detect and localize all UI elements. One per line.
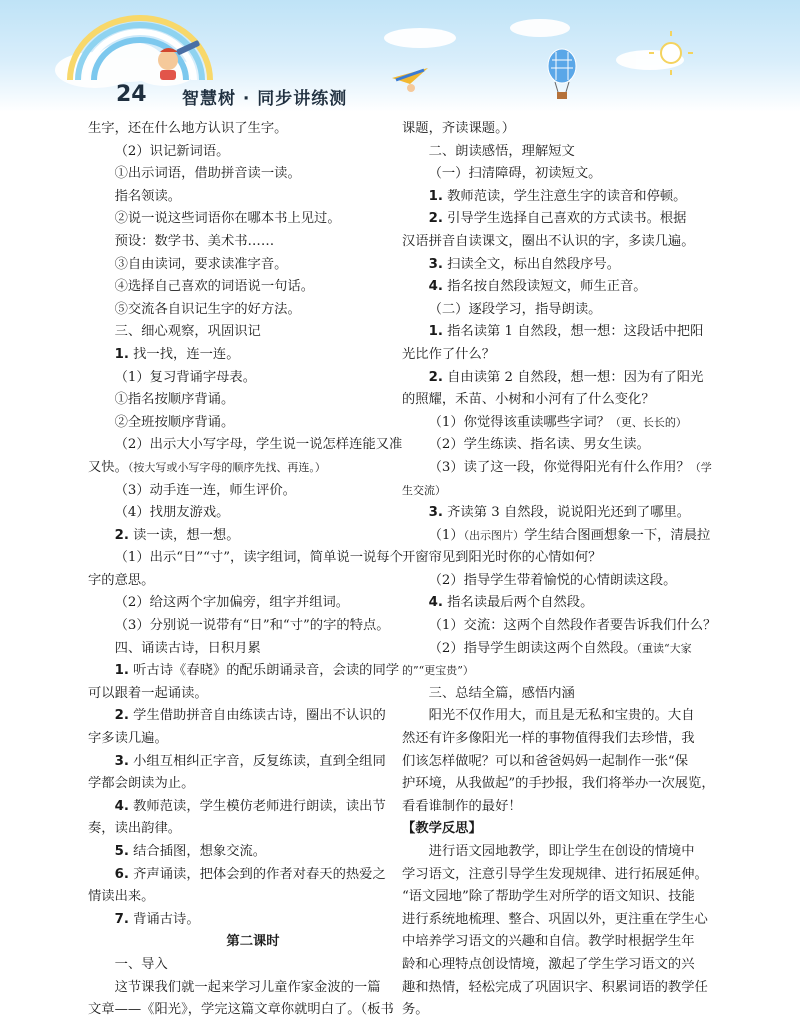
text-line: ①出示词语，借助拼音读一读。: [114, 166, 301, 182]
note-text: （重读“大家: [636, 641, 692, 655]
section-heading: 四、诵读古诗，日积月累: [114, 640, 261, 656]
text-line: 中培养学习语文的兴趣和自信。教学时根据学生年: [402, 934, 695, 950]
item-number: 1.: [114, 663, 129, 679]
note-text: （出示图片）: [463, 528, 525, 542]
item-number: 5.: [114, 844, 129, 859]
text-line: 2. 引导学生选择自己喜欢的方式读书。根据: [428, 211, 687, 227]
text-line: 们该怎样做呢？可以和爸爸妈妈一起制作一张“保: [402, 753, 689, 769]
text-line: ④选择自己喜欢的词语说一句话。: [114, 279, 315, 295]
section-heading: 三、总结全篇，感悟内涵: [428, 685, 575, 701]
text-line: 4. 教师范读，学生模仿老师进行朗读，读出节: [114, 798, 386, 814]
text-line: 3. 齐读第 3 自然段，说说阳光还到了哪里。: [428, 505, 691, 521]
text-line: 指名领读。: [114, 188, 182, 204]
text-line: 可以跟着一起诵读。: [88, 685, 208, 701]
text-line: （3）分别说一说带有“日”和“寸”的字的特点。: [114, 618, 390, 634]
text-line: 1. 找一找，连一连。: [114, 346, 240, 362]
text-line: ③自由读词，要求读准字音。: [114, 256, 288, 272]
text-line: 护环境，从我做起”的手抄报，我们将举办一次展览，: [402, 776, 715, 792]
text-line: 学都会朗读为止。: [88, 776, 195, 792]
text-line: 1. 听古诗《春晓》的配乐朗诵录音，会读的同学: [114, 663, 400, 679]
text-line: 光比作了什么？: [402, 346, 496, 362]
text-line: 学习语文，注意引导学生发现规律、进行拓展延伸。: [402, 866, 708, 882]
text-line: 字的意思。: [88, 572, 155, 588]
text-line: 汉语拼音自读课文，圈出不认识的字，多读几遍。: [402, 233, 695, 249]
item-number: 3.: [428, 505, 443, 521]
text-line: 2. 学生借助拼音自由练读古诗，圈出不认识的: [114, 708, 386, 724]
section-heading: 三、细心观察，巩固识记: [114, 324, 261, 340]
text-line: 阳光不仅作用大，而且是无私和宝贵的。大自: [428, 708, 695, 724]
text-line: 生字，还在什么地方认识了生字。: [88, 121, 288, 136]
item-number: 2.: [114, 708, 129, 724]
text-line: （2）给这两个字加偏旁，组字并组词。: [114, 595, 350, 611]
section-heading: 一、导入: [114, 956, 168, 972]
text-line: （1）你觉得该重读哪些字词？（更、长长的）: [428, 414, 687, 430]
text-line: （1）复习背诵字母表。: [114, 369, 257, 385]
item-number: 4.: [428, 595, 443, 611]
text-line: （2）识记新词语。: [114, 143, 230, 159]
text-line: 看看谁制作的最好！: [402, 798, 522, 814]
hang-glider-icon: [392, 68, 428, 92]
item-number: 1.: [114, 346, 129, 362]
text-line: 字多读几遍。: [88, 731, 168, 747]
text-line: 1. 指名读第 1 自然段，想一想：这段话中把阳: [428, 324, 704, 340]
text-line: （1）（出示图片）学生结合图画想象一下，清晨拉: [428, 527, 711, 543]
note-text: （更、长长的）: [609, 415, 687, 429]
section-heading: 二、朗读感悟，理解短文: [428, 143, 575, 159]
item-number: 4.: [114, 798, 129, 814]
text-line: 4. 指名读最后两个自然段。: [428, 595, 594, 611]
book-title: 智慧树 · 同步讲练测: [182, 89, 348, 109]
text-line: 进行语文园地教学，即让学生在创设的情境中: [428, 844, 695, 859]
text-line: 3. 小组互相纠正字音，反复练读，直到全组同: [114, 753, 386, 769]
text-line: 5. 结合插图，想象交流。: [114, 844, 267, 859]
left-column: [88, 118, 418, 1022]
page-number: 24: [116, 82, 147, 107]
page-header: [0, 0, 800, 112]
note-text: 生交流）: [402, 483, 446, 497]
cloud-icon: [55, 19, 684, 88]
text-line: 又快。（按大写或小写字母的顺序先找、再连。）: [88, 459, 326, 475]
lesson-heading: 第二课时: [226, 934, 280, 950]
text-line: 进行系统地梳理、整合、巩固以外，更注重在学生心: [402, 911, 708, 927]
hot-air-balloon-icon: [548, 49, 576, 99]
text-line: ①指名按顺序背诵。: [114, 392, 235, 408]
text-line: 龄和心理特点创设情境，激起了学生学习语文的兴: [402, 956, 695, 972]
item-number: 6.: [114, 866, 129, 882]
item-number: 2.: [114, 527, 129, 543]
text-line: （2）学生练读、指名读、男女生读。: [428, 437, 650, 453]
text-line: （1）出示“日”“寸”，读字组词，简单说一说每个: [114, 550, 403, 566]
text-line: （4）找朋友游戏。: [114, 505, 230, 521]
text-line: 务。: [402, 1002, 429, 1018]
text-line: （1）交流：这两个自然段作者要告诉我们什么？: [428, 618, 717, 634]
text-line: 预设：数学书、美术书……: [114, 233, 275, 249]
text-line: （2）出示大小写字母，学生说一说怎样连能又准: [114, 437, 403, 453]
text-line: （3）读了这一段，你觉得阳光有什么作用？（学: [428, 459, 712, 475]
item-number: 2.: [428, 369, 443, 385]
item-number: 2.: [428, 211, 443, 227]
note-text: （学: [689, 460, 712, 474]
text-line: 奏，读出韵律。: [88, 821, 182, 837]
text-line: 3. 扫读全文，标出自然段序号。: [428, 256, 620, 272]
text-line: 4. 指名按自然段读短文，师生正音。: [428, 279, 647, 295]
text-line: 7. 背诵古诗。: [114, 911, 200, 927]
text-line: 的照耀，禾苗、小树和小河有了什么变化？: [402, 392, 655, 408]
item-number: 1.: [428, 324, 443, 340]
text-line: （2）指导学生带着愉悦的心情朗读这段。: [428, 572, 677, 588]
text-line: 2. 读一读，想一想。: [114, 527, 240, 543]
text-line: 2. 自由读第 2 自然段，想一想：因为有了阳光: [428, 369, 704, 385]
text-line: （2）指导学生朗读这两个自然段。（重读“大家: [428, 640, 692, 656]
text-line: （一）扫清障碍，初读短文。: [428, 166, 602, 182]
right-column: [402, 118, 732, 1022]
text-line: 1. 教师范读，学生注意生字的读音和停顿。: [428, 188, 687, 204]
text-line: ⑤交流各自识记生字的好方法。: [114, 301, 301, 317]
text-line: （3）动手连一连，师生评价。: [114, 482, 296, 498]
text-line: 然还有许多像阳光一样的事物值得我们去珍惜，我: [402, 731, 695, 747]
text-line: 文章——《阳光》，学完这篇文章你就明白了。（板书: [88, 1002, 394, 1018]
text-line: 趣和热情，轻松完成了巩固识字、积累词语的教学任: [402, 979, 708, 995]
item-number: 3.: [114, 753, 129, 769]
note-text: 的”“更宝贵”）: [402, 664, 474, 678]
item-number: 3.: [428, 256, 443, 272]
item-number: 7.: [114, 911, 129, 927]
text-line: ②说一说这些词语你在哪本书上见过。: [114, 211, 341, 227]
note-text: （按大写或小写字母的顺序先找、再连。）: [127, 460, 326, 474]
reflection-heading: 【教学反思】: [402, 821, 482, 837]
text-line: 6. 齐声诵读，把体会到的作者对春天的热爱之: [114, 866, 386, 882]
text-line: 开窗帘见到阳光时你的心情如何？: [402, 550, 602, 566]
item-number: 1.: [428, 188, 443, 204]
text-line: （二）逐段学习，指导朗读。: [428, 301, 602, 317]
text-line: 情读出来。: [88, 889, 155, 905]
text-line: ②全班按顺序背诵。: [114, 414, 235, 430]
text-line: 课题，齐读课题。）: [402, 121, 516, 136]
text-line: “语文园地”除了帮助学生对所学的语文知识、技能: [402, 889, 695, 905]
item-number: 4.: [428, 279, 443, 295]
text-line: 这节课我们就一起来学习儿童作家金波的一篇: [114, 979, 381, 995]
